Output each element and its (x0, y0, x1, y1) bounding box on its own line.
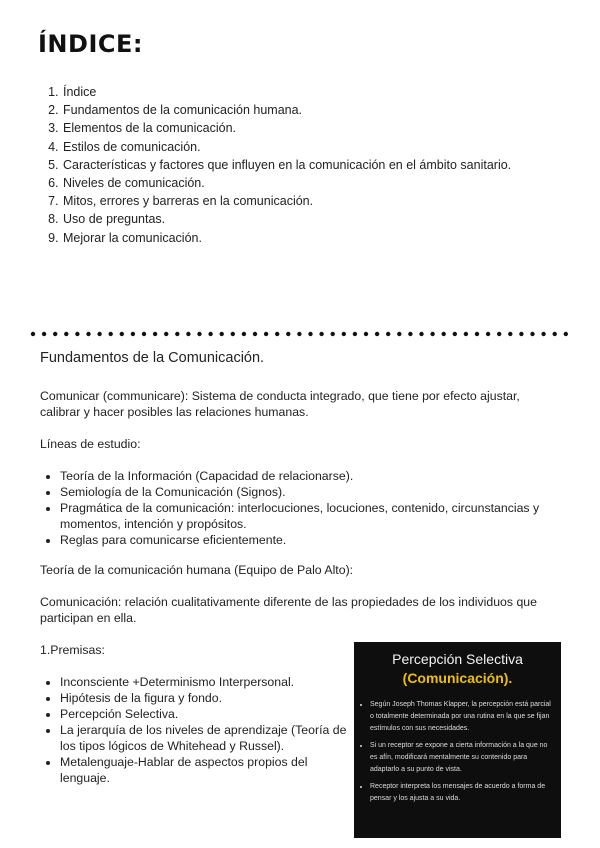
list-item: • Teoría de la Información (Capacidad de relacionarse). (60, 468, 560, 484)
slide-bullets (358, 699, 553, 805)
index-item: 5. Características y factores que influyen en la comunicación en el ámbito sanitario. (62, 156, 562, 174)
list-item: • Reglas para comunicarse eficientemente. (60, 532, 560, 548)
index-list (48, 83, 562, 247)
premises-list (40, 674, 358, 786)
index-item: 3. Elementos de la comunicación. (62, 119, 562, 137)
slide-bullet: • Receptor interpreta los mensajes de acuerdo a forma de pensar y los ajusta a su vida. (370, 781, 553, 805)
list-item: • Hipótesis de la figura y fondo. (60, 690, 358, 706)
index-item: 8. Uso de preguntas. (62, 210, 562, 228)
slide-bullet: • Si un receptor se expone a cierta información a la que no es afín, modificará mentalmente su contenido para adaptarlo a su punto de vista. (370, 740, 553, 776)
slide-bullet: • Según Joseph Thomas Klapper, la percepción está parcial o totalmente determinada por una rutina en la que se fijan estímulos con sus necesidades. (370, 699, 553, 735)
index-item: 4. Estilos de comunicación. (62, 138, 562, 156)
lines-label: Líneas de estudio: (40, 437, 141, 451)
selective-perception-slide (354, 642, 561, 838)
index-item: 9. Mejorar la comunicación. (62, 229, 562, 247)
slide-subtitle: (Comunicación). (402, 670, 513, 686)
list-item: • Percepción Selectiva. (60, 706, 358, 722)
section-heading: Fundamentos de la Comunicación. (40, 350, 265, 366)
list-item: • La jerarquía de los niveles de aprendizaje (Teoría de los tipos lógicos de Whitehead y Russel). (60, 722, 358, 754)
communication-definition: Comunicación: relación cualitativamente diferente de las propiedades de los individuos que participan en ella. (40, 595, 537, 625)
index-item: 7. Mitos, errores y barreras en la comunicación. (62, 192, 562, 210)
lines-list (40, 468, 560, 548)
dotted-divider (30, 330, 575, 338)
theory-title: Teoría de la comunicación humana (Equipo de Palo Alto): (40, 563, 354, 577)
slide-title: Percepción Selectiva (392, 651, 523, 667)
list-item: • Pragmática de la comunicación: interlocuciones, locuciones, contenido, circunstancias y momentos, intención y propósitos. (60, 500, 560, 532)
premises-label: 1.Premisas: (40, 643, 105, 657)
definition-paragraph: Comunicar (communicare): Sistema de conducta integrado, que tiene por efecto ajustar, calibrar y hacer posibles las relaciones humanas. (40, 389, 520, 419)
list-item: • Inconsciente +Determinismo Interpersonal. (60, 674, 358, 690)
index-title: ÍNDICE: (38, 30, 143, 58)
index-item: 6. Niveles de comunicación. (62, 174, 562, 192)
index-item: 1. Índice (62, 83, 562, 101)
index-item: 2. Fundamentos de la comunicación humana. (62, 101, 562, 119)
list-item: • Semiología de la Comunicación (Signos). (60, 484, 560, 500)
list-item: • Metalenguaje-Hablar de aspectos propios del lenguaje. (60, 754, 358, 786)
